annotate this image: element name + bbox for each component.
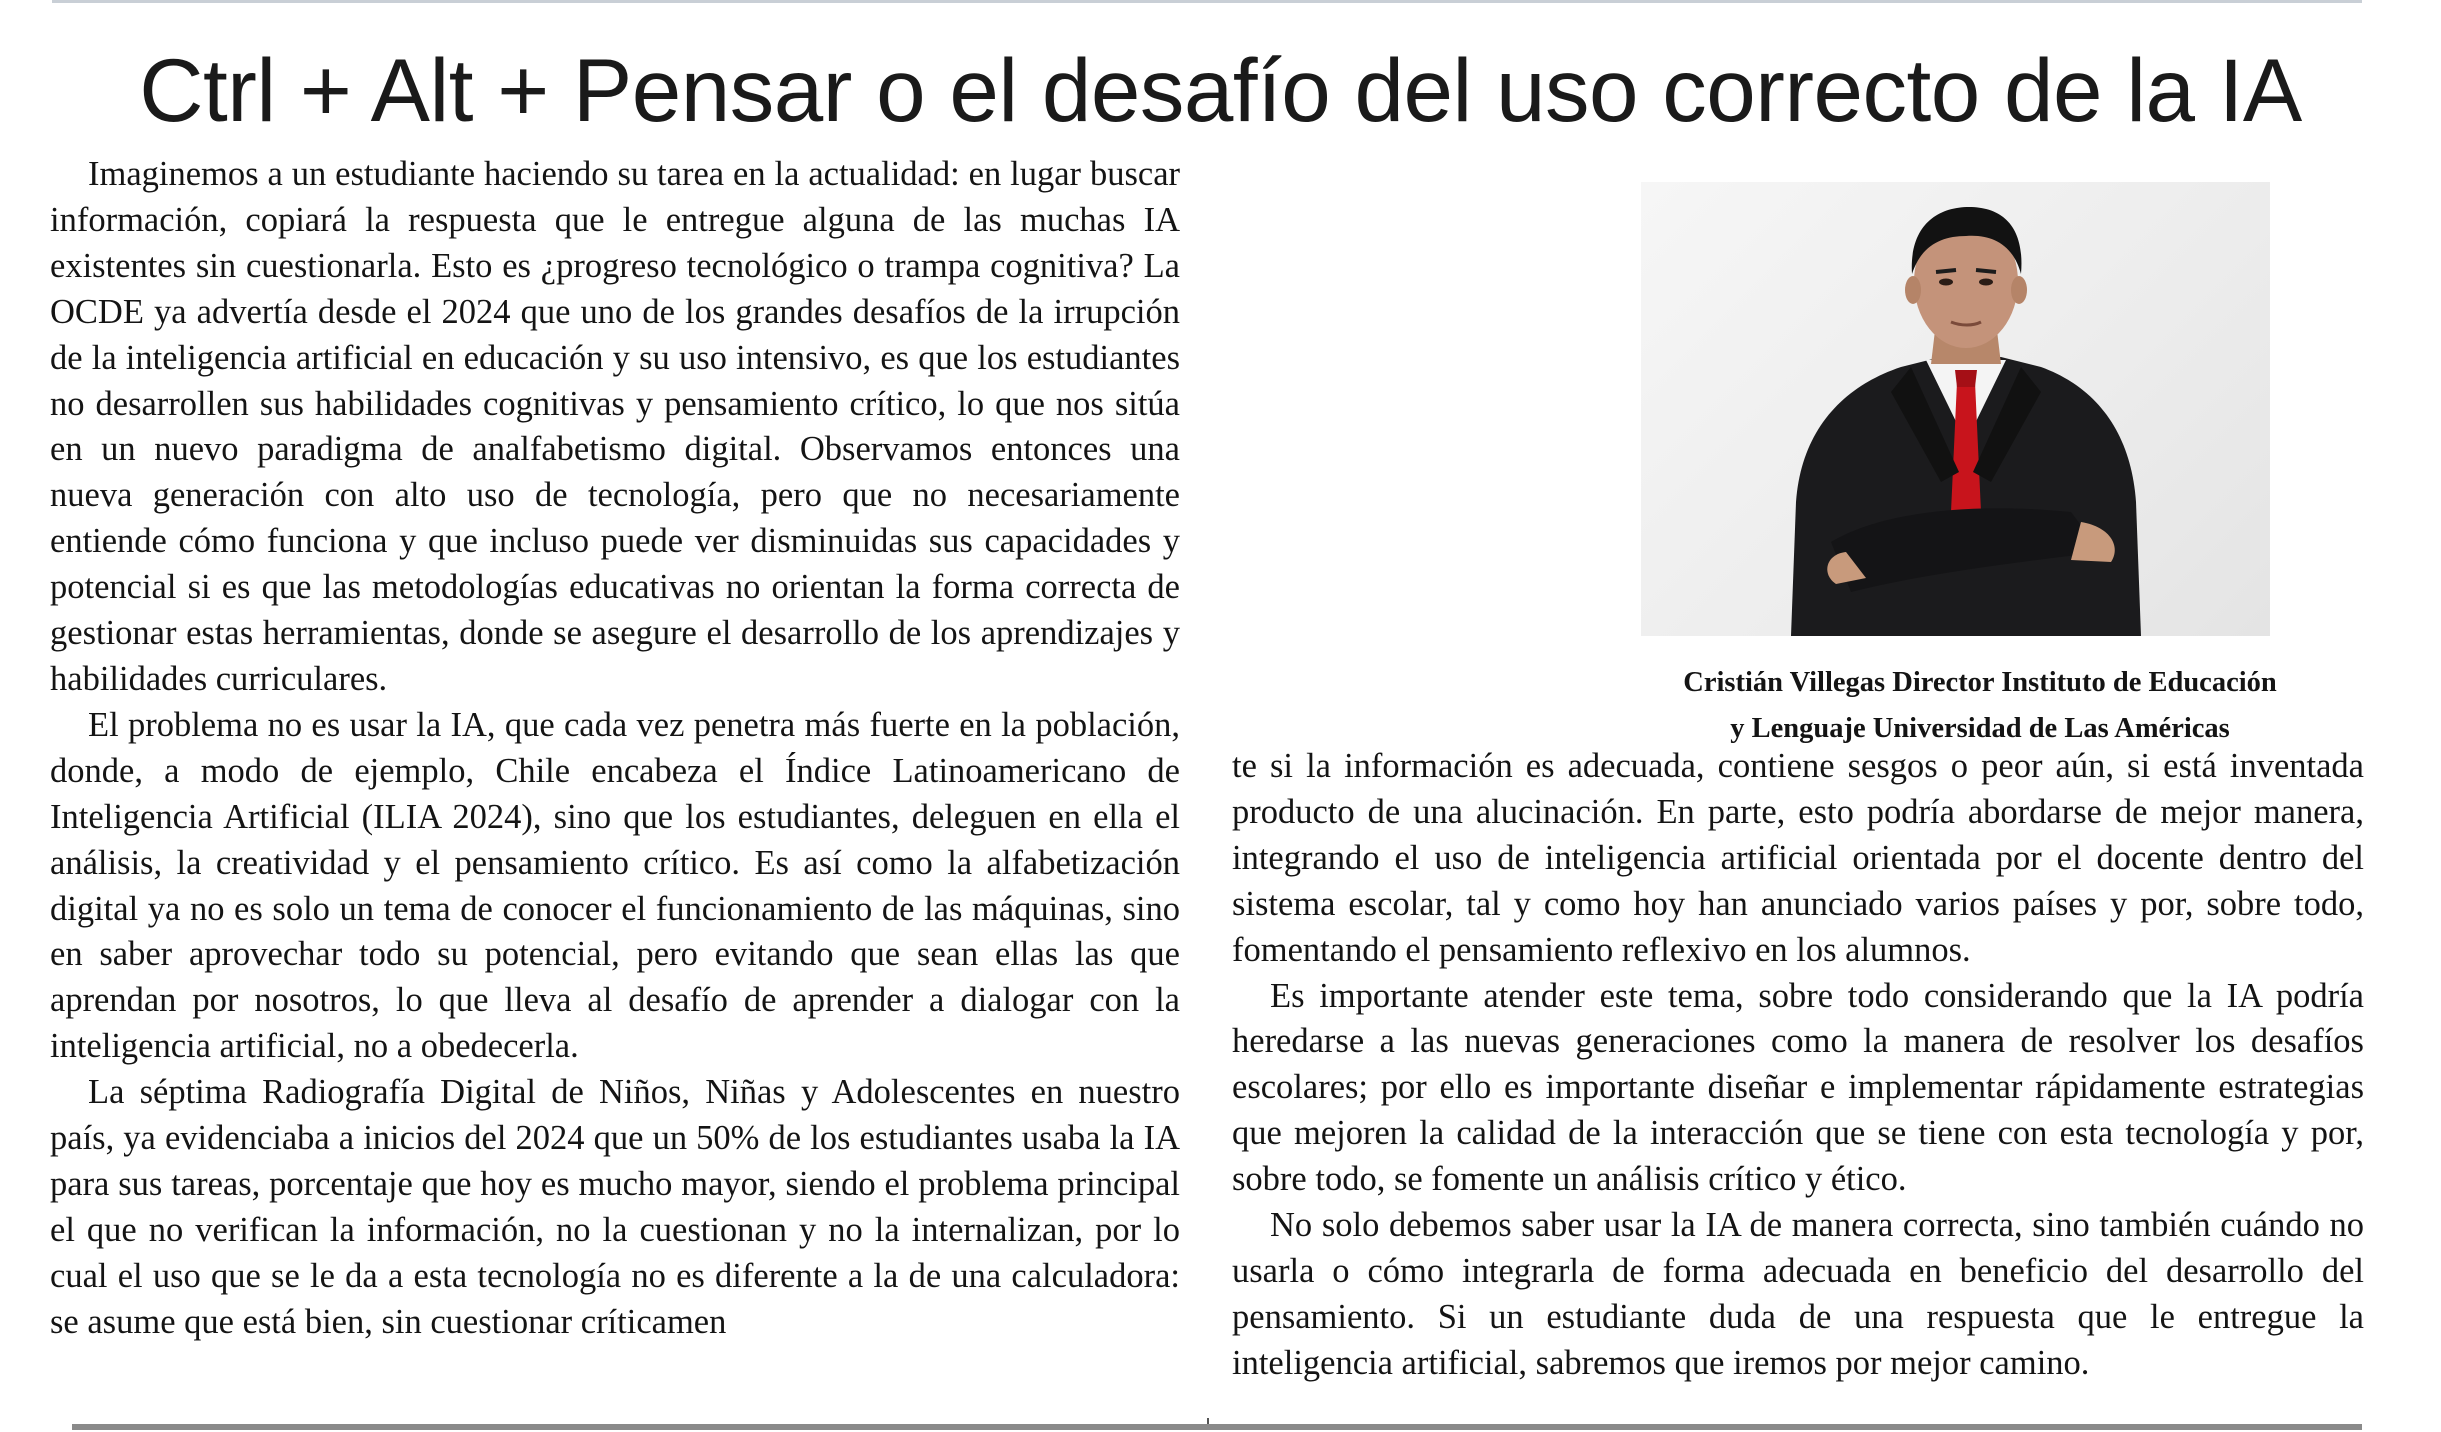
bottom-rule	[72, 1424, 2362, 1430]
article-headline: Ctrl + Alt + Pensar o el desafío del uso correcto de la IA	[139, 40, 2302, 140]
article-paragraph-5: No solo debemos saber usar la IA de manera correcta, sino también cuándo no usarla o cómo integrarla de forma adecuada en beneficio del desarrollo del pensamiento. Si un estudiante duda de una respuesta que le entregue la inteligencia artificial, sabremos que iremos por mejor camino.	[1232, 1206, 2364, 1382]
article-paragraph-2: El problema no es usar la IA, que cada vez penetra más fuerte en la población, donde, a modo de ejemplo, Chile encabeza el Índice Latinoamericano de Inteligencia Artificial (ILIA 2024), sino que los estudiantes, deleguen en ella el análisis, la creatividad y el pensamiento crítico. Es así como la alfabetización digital ya no es solo un tema de conocer el funcionamiento de las máquinas, sino en saber aprovechar todo su potencial, pero evitando que sean ellas las que aprendan por nosotros, lo que lleva al desafío de aprender a dialogar con la inteligencia artificial, no a obedecerla.	[50, 705, 1180, 1066]
portrait-figure	[1641, 182, 2270, 636]
author-portrait-photo	[1641, 182, 2270, 636]
photo-caption	[1600, 660, 2360, 752]
article-paragraph-3-continued: te si la información es adecuada, contiene sesgos o peor aún, si está inventada producto de una alucinación. En parte, esto podría abordarse de mejor manera, integrando el uso de inteligencia artificial orientada por el docente dentro del sistema escolar, tal y como hoy han anunciado varios países y por, sobre todo, fomentando el pensamiento reflexivo en los alumnos.	[1232, 747, 2364, 969]
article-paragraph-4: Es importante atender este tema, sobre todo considerando que la IA podría heredarse a las nuevas generaciones como la manera de resolver los desafíos escolares; por ello es importante diseñar e implementar rápidamente estrategias que mejoren la calidad de la interacción que se tiene con esta tecnología y por, sobre todo, se fomente un análisis crítico y ético.	[1232, 976, 2364, 1199]
bottom-center-tick	[1207, 1418, 1209, 1424]
article-paragraph-3: La séptima Radiografía Digital de Niños, Niñas y Adolescentes en nuestro país, ya evidenciaba a inicios del 2024 que un 50% de los estudiantes usaba la IA para sus tareas, porcentaje que hoy es mucho mayor, siendo el problema principal el que no verifican la información, no la cuestionan y no la internalizan, por lo cual el uso que se le da a esta tecnología no es diferente a la de una calculadora: se asume que está bien, sin cuestionar críticamen	[50, 1073, 1180, 1341]
caption-line-2: y Lenguaje Universidad de Las Américas	[1730, 713, 2230, 744]
caption-line-1: Cristián Villegas Director Instituto de Educación	[1683, 667, 2277, 698]
article-column-right	[1232, 744, 2364, 1387]
top-rule	[52, 0, 2362, 3]
article-column-left	[50, 152, 1180, 1346]
article-paragraph-1: Imaginemos a un estudiante haciendo su tarea en la actualidad: en lugar buscar información, copiará la respuesta que le entregue alguna de las muchas IA existentes sin cuestionarla. Esto es ¿progreso tecnológico o trampa cognitiva? La OCDE ya advertía desde el 2024 que uno de los grandes desafíos de la irrupción de la inteligencia artificial en educación y su uso intensivo, es que los estudiantes no desarrollen sus habilidades cognitivas y pensamiento crítico, lo que nos sitúa en un nuevo paradigma de analfabetismo digital. Observamos entonces una nueva generación con alto uso de tecnología, pero que no necesariamente entiende cómo funciona y que incluso puede ver disminuidas sus capacidades y potencial si es que las metodologías educativas no orientan la forma correcta de gestionar estas herramientas, donde se asegure el desarrollo de los aprendizajes y habilidades curriculares.	[50, 155, 1180, 698]
